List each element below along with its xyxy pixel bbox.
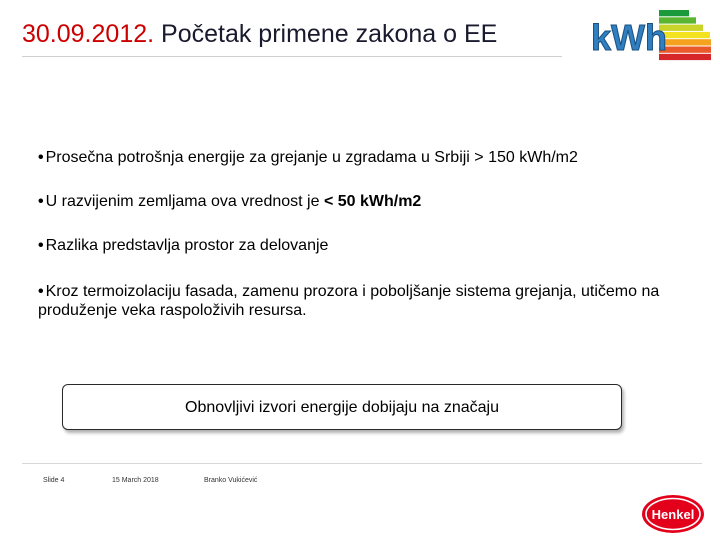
henkel-logo-text: Henkel (651, 507, 695, 522)
footer-date: 15 March 2018 (112, 477, 159, 484)
bullet-dot: • (38, 237, 44, 254)
bullet-emphasis: prostor za delovanje (184, 237, 329, 254)
bullet-emphasis: < 50 kWh/m2 (323, 193, 422, 210)
bullet-dot: • (38, 283, 44, 300)
bullet-text: Kroz termoizolaciju fasada, zamenu prozora i poboljšanje sistema grejanja, utičemo na produženje veka raspoloživih resursa. (38, 283, 660, 319)
bullet-text: Prosečna potrošnja energije za grejanje u zgradama u Srbiji (45, 149, 475, 166)
bullet-dot: • (38, 193, 44, 210)
henkel-logo (640, 493, 706, 535)
bullet-item (38, 192, 688, 211)
bullet-item (38, 282, 688, 320)
footer-divider (22, 463, 702, 464)
bullet-item (38, 236, 688, 255)
energy-class-bar (659, 10, 689, 16)
bullet-dot: • (38, 149, 44, 166)
footer-slide-number: Slide 4 (43, 477, 65, 484)
bullet-text: Razlika predstavlja (45, 237, 185, 254)
kwh-logo-text: kWh (591, 17, 667, 58)
bullet-item (38, 148, 688, 167)
title-text: Početak primene zakona o EE (161, 20, 498, 48)
title-date: 30.09.2012. (22, 20, 155, 48)
kwh-energy-logo (585, 6, 713, 64)
slide-title (22, 20, 497, 49)
title-divider (22, 56, 562, 57)
callout-box (62, 384, 622, 430)
footer-author: Branko Vukićević (204, 477, 258, 484)
bullet-text: U razvijenim zemljama ova vrednost je (45, 193, 324, 210)
callout-text: Obnovljivi izvori energije dobijaju na značaju (185, 399, 499, 416)
bullet-emphasis: > 150 kWh/m2 (474, 149, 578, 166)
